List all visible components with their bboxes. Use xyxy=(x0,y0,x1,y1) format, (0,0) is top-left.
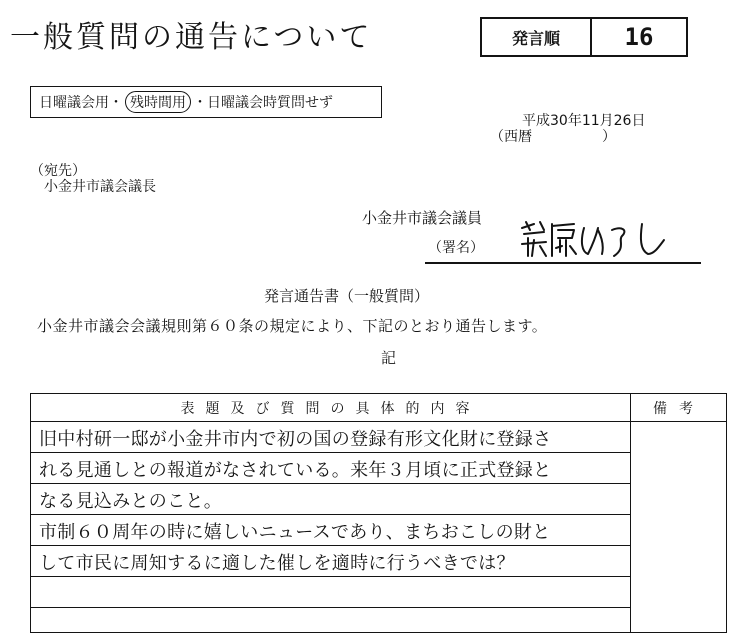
option-separator: ・ xyxy=(193,95,207,111)
table-row xyxy=(31,422,630,453)
sender-title: 小金井市議会議員 xyxy=(362,209,483,227)
column-header-content: 表題及び質問の具体的内容 xyxy=(180,400,481,417)
question-line: なる見込みとのこと。 xyxy=(39,491,222,512)
question-line: れる見通しとの報道がなされている。来年３月頃に正式登録と xyxy=(39,460,552,481)
page-title: 一般質問の通告について xyxy=(10,20,373,55)
column-divider xyxy=(630,394,631,632)
document-title: 発言通告書（一般質問） xyxy=(264,287,430,305)
table-row xyxy=(31,484,630,515)
question-line: 市制６０周年の時に嬉しいニュースであり、まちおこしの財と xyxy=(39,522,551,543)
option-remaining-time-selected: 残時間用 xyxy=(125,91,191,113)
question-table xyxy=(30,393,727,633)
table-row xyxy=(31,453,630,484)
handwritten-signature xyxy=(518,218,678,260)
option-no-sunday-question: 日曜議会時質問せず xyxy=(207,95,333,111)
table-row xyxy=(31,515,630,546)
submission-date: 平成30年11月26日 xyxy=(522,113,646,129)
intro-text: 小金井市議会会議規則第６０条の規定により、下記のとおり通告します。 xyxy=(37,317,548,335)
address-label: （宛先） xyxy=(30,163,86,179)
column-header-notes: 備考 xyxy=(653,400,705,417)
signature-label: （署名） xyxy=(428,240,484,256)
session-options-box xyxy=(30,86,382,118)
speaking-order-box xyxy=(480,17,688,57)
question-line: 旧中村研一邸が小金井市内で初の国の登録有形文化財に登録さ xyxy=(39,429,552,450)
table-row xyxy=(31,608,630,639)
table-row xyxy=(31,546,630,577)
western-year-field: （西暦 ） xyxy=(490,129,616,145)
speaking-order-label: 発言順 xyxy=(482,19,592,55)
question-line: して市民に周知するに適した催しを適時に行うべきでは？ xyxy=(39,553,515,574)
option-separator: ・ xyxy=(109,95,123,111)
ki-heading: 記 xyxy=(381,349,397,367)
signature-line xyxy=(425,262,701,264)
option-sunday-session: 日曜議会用 xyxy=(39,95,109,111)
speaking-order-value: 16 xyxy=(624,23,654,51)
address-recipient: 小金井市議会議長 xyxy=(44,179,156,195)
table-row xyxy=(31,577,630,608)
